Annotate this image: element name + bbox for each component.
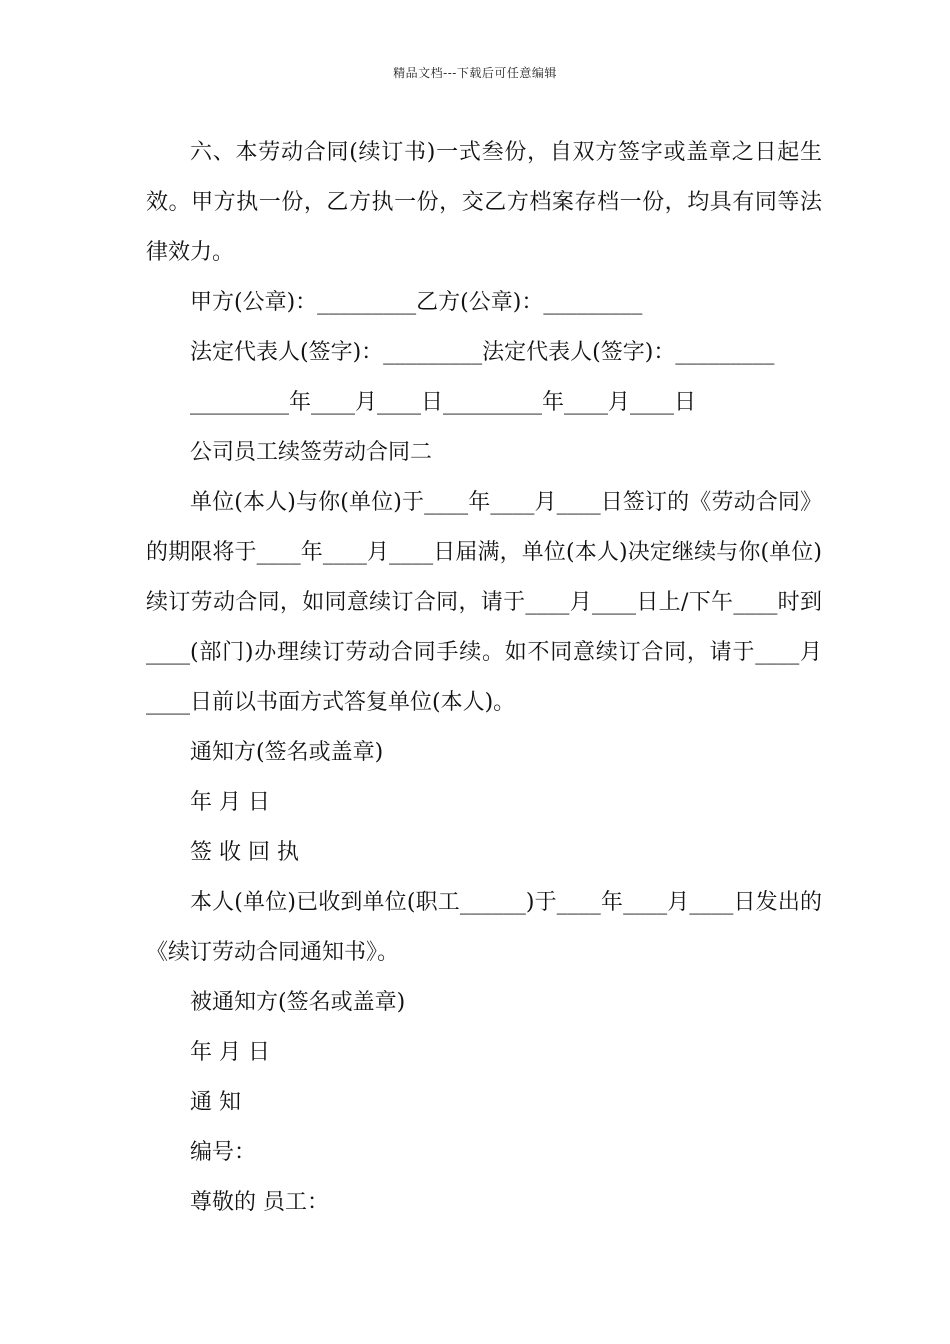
notice-heading: 通 知	[190, 1090, 241, 1115]
notifier-date-line: 年 月 日	[190, 790, 270, 815]
salutation-line: 尊敬的 员工：	[190, 1190, 329, 1215]
date-line: _________年____月____日_________年____月____日	[190, 390, 697, 415]
notified-date-line: 年 月 日	[190, 1040, 270, 1065]
legal-representative-line: 法定代表人(签字)：_________法定代表人(签字)：_________	[190, 340, 775, 365]
clause-six-paragraph: 六、本劳动合同(续订书)一式叁份，自双方签字或盖章之日起生效。甲方执一份，乙方执一份，交乙方档案存档一份，均具有同等法律效力。	[146, 140, 822, 265]
receipt-heading: 签 收 回 执	[190, 840, 299, 865]
page-header: 精品文档---下载后可任意编辑	[393, 66, 557, 80]
section-title: 公司员工续签劳动合同二	[190, 440, 433, 465]
document-body	[146, 128, 822, 1228]
number-line: 编号：	[190, 1140, 257, 1165]
notifier-signature-line: 通知方(签名或盖章)	[190, 740, 384, 765]
renewal-notice-paragraph: 单位(本人)与你(单位)于____年____月____日签订的《劳动合同》的期限将于____年____月____日届满，单位(本人)决定继续与你(单位)续订劳动合同，如同意续订合同，请于____月____日上/下午____时到____(部门)办理续订劳动合同手续。如不同意续订合同，请于____月____日前以书面方式答复单位(本人)。	[146, 490, 822, 715]
seal-line: 甲方(公章)：_________乙方(公章)：_________	[190, 290, 643, 315]
notified-signature-line: 被通知方(签名或盖章)	[190, 990, 406, 1015]
receipt-paragraph: 本人(单位)已收到单位(职工______)于____年____月____日发出的《续订劳动合同通知书》。	[146, 890, 822, 965]
